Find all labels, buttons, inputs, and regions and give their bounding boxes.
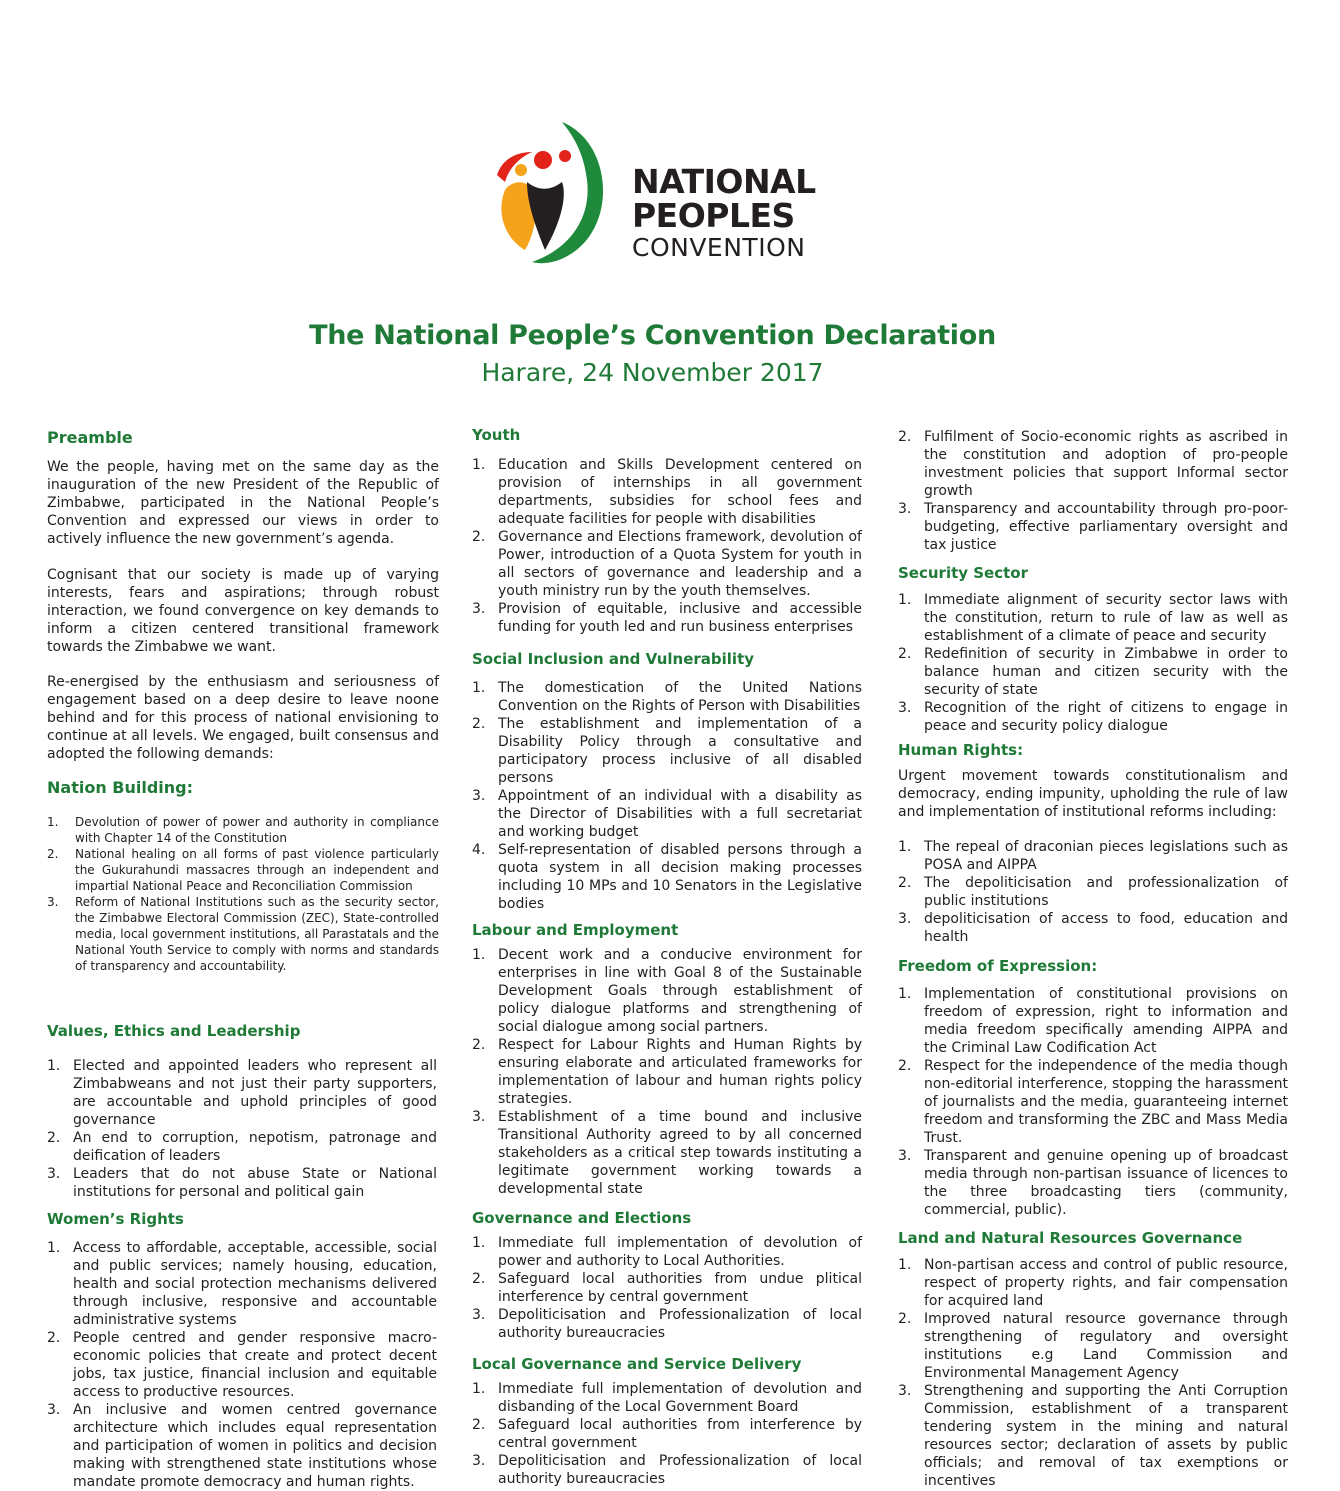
list-item <box>472 946 862 1036</box>
list-item-text: Strengthening and supporting the Anti Corruption Commission, establishment of a transparent tendering system in the mining and natural resources sector; declaration of assets by public officials; and removal of tax exemptions or incentives <box>924 1383 1288 1489</box>
list-item <box>898 985 1288 1057</box>
list-item-text: Self-representation of disabled persons through a quota system in all decision making processes including 10 MPs and 10 Senators in the Legislative bodies <box>498 842 862 912</box>
list-item-number: 3. <box>898 1383 912 1399</box>
list-item-text: Implementation of constitutional provisions on freedom of expression, right to information and media freedom specifically amending AIPPA and the Criminal Law Codification Act <box>924 986 1288 1056</box>
list-item <box>898 1147 1288 1219</box>
npc-emblem-icon <box>487 120 627 270</box>
list-item <box>47 1329 437 1401</box>
list-governance-elections <box>472 1234 862 1342</box>
list-item <box>472 1036 862 1108</box>
logo-line-2: PEOPLES <box>632 196 795 235</box>
list-item-text: Elected and appointed leaders who represent all Zimbabweans and not just their party supporters, are accountable and uphold principles of good governance <box>73 1058 437 1128</box>
list-item-number: 2. <box>898 875 912 891</box>
list-item-text: Establishment of a time bound and inclusive Transitional Authority agreed to by all concerned stakeholders as a critical step towards instituting a legitimate government working towards a developmental state <box>498 1109 862 1197</box>
list-item-number: 2. <box>472 716 486 732</box>
list-item-text: Reform of National Institutions such as the security sector, the Zimbabwe Electoral Commission (ZEC), State-controlled media, local government institutions, all Parastatals and the National Youth Service to comply with norms and standards of transparency and accountability. <box>75 895 439 973</box>
list-item-number: 3. <box>898 911 912 927</box>
list-labour <box>472 946 862 1198</box>
list-item <box>47 1239 437 1329</box>
list-item-number: 1. <box>47 1240 61 1256</box>
list-item-number: 4. <box>472 842 486 858</box>
list-item <box>472 715 862 787</box>
list-security-sector <box>898 591 1288 735</box>
list-item <box>472 1270 862 1306</box>
list-item-number: 2. <box>898 1058 912 1074</box>
list-item-number: 1. <box>472 1235 486 1251</box>
list-item <box>472 528 862 600</box>
list-item <box>898 1057 1288 1147</box>
heading-preamble: Preamble <box>47 428 133 447</box>
list-item-number: 3. <box>472 1307 486 1323</box>
list-item-number: 3. <box>472 788 486 804</box>
list-item-number: 2. <box>472 1417 486 1433</box>
heading-freedom-of-expression: Freedom of Expression: <box>898 957 1098 975</box>
list-item <box>898 838 1288 874</box>
list-item <box>47 1057 437 1129</box>
list-item-text: Improved natural resource governance through strengthening of regulatory and oversight institutions e.g Land Commission and Environmental Management Agency <box>924 1311 1288 1381</box>
list-item-number: 3. <box>472 1109 486 1125</box>
list-item-text: Fulfilment of Socio-economic rights as ascribed in the constitution and adoption of pro-people investment policies that support Informal sector growth <box>924 429 1288 499</box>
list-item <box>472 679 862 715</box>
list-item-text: Access to affordable, acceptable, accessible, social and public services; namely housing, education, health and social protection mechanisms delivered through inclusive, responsive and accountable administrative systems <box>73 1240 437 1328</box>
list-item-number: 2. <box>898 1311 912 1327</box>
list-item-number: 1. <box>472 680 486 696</box>
list-item-number: 2. <box>472 1271 486 1287</box>
list-item-text: Appointment of an individual with a disability as the Director of Disabilities with a full secretariat and working budget <box>498 788 862 840</box>
list-item-number: 3. <box>898 501 912 517</box>
list-item-text: The establishment and implementation of a Disability Policy through a consultative and participatory process inclusive of all disabled persons <box>498 716 862 786</box>
list-item-text: Leaders that do not abuse State or National institutions for personal and political gain <box>73 1166 437 1200</box>
list-item-text: Governance and Elections framework, devolution of Power, introduction of a Quota System for youth in all sectors of governance and leadership and a youth ministry run by the youth themselves. <box>498 529 862 599</box>
list-item-text: Devolution of power of power and authority in compliance with Chapter 14 of the Constitution <box>75 815 439 845</box>
list-item <box>472 787 862 841</box>
list-item <box>472 456 862 528</box>
list-item-text: Non-partisan access and control of public resource, respect of property rights, and fair compensation for acquired land <box>924 1257 1288 1309</box>
list-item <box>47 1129 437 1165</box>
list-item-number: 3. <box>47 1402 61 1418</box>
list-item-number: 3. <box>898 1148 912 1164</box>
human-rights-intro: Urgent movement towards constitutionalism and democracy, ending impunity, upholding the rule of law and implementation of institutional reforms including: <box>898 768 1288 820</box>
list-item-text: Recognition of the right of citizens to engage in peace and security policy dialogue <box>924 700 1288 734</box>
list-item <box>898 428 1288 500</box>
preamble-paragraph-2: Cognisant that our society is made up of varying interests, fears and aspirations; through robust interaction, we found convergence on key demands to inform a citizen centered transitional framework towards the Zimbabwe we want. <box>47 567 439 655</box>
list-item-text: Respect for Labour Rights and Human Rights by ensuring elaborate and articulated frameworks for implementation of labour and human rights policy strategies. <box>498 1037 862 1107</box>
list-item-text: An inclusive and women centred governance architecture which includes equal representation and participation of women in politics and decision making with strengthened state institutions whose mandate promote democracy and human rights. <box>73 1402 437 1490</box>
list-land-resources <box>898 1256 1288 1490</box>
list-item-text: People centred and gender responsive macro-economic policies that create and protect decent jobs, tax justice, financial inclusion and equitable access to productive resources. <box>73 1330 437 1400</box>
list-item-text: depoliticisation of access to food, education and health <box>924 911 1288 945</box>
list-item <box>472 1108 862 1198</box>
list-item-text: Respect for the independence of the media though non-editorial interference, stopping the harassment of journalists and the media, guaranteeing internet freedom and transforming the ZBC and Mass Media Trust. <box>924 1058 1288 1146</box>
list-item-text: Transparent and genuine opening up of broadcast media through non-partisan issuance of licences to the three broadcasting tiers (community, commercial, public). <box>924 1148 1288 1218</box>
list-item <box>898 1310 1288 1382</box>
heading-local-governance: Local Governance and Service Delivery <box>472 1355 802 1373</box>
list-item <box>472 600 862 636</box>
logo-line-3: CONVENTION <box>632 233 806 262</box>
list-item-number: 2. <box>472 1037 486 1053</box>
npc-logo <box>487 120 817 270</box>
list-item-number: 1. <box>47 815 59 829</box>
list-item <box>472 1306 862 1342</box>
list-item <box>47 814 439 846</box>
list-item-text: Safeguard local authorities from undue plitical interference by central government <box>498 1271 862 1305</box>
list-item-text: Education and Skills Development centered on provision of internships in all government departments, subsidies for school fees and adequate facilities for people with disabilities <box>498 457 862 527</box>
list-item-text: The depoliticisation and professionalization of public institutions <box>924 875 1288 909</box>
list-item <box>47 846 439 894</box>
list-item-number: 3. <box>898 700 912 716</box>
list-item <box>472 841 862 913</box>
list-item-text: National healing on all forms of past violence particularly the Gukurahundi massacres through an independent and impartial National Peace and Reconciliation Commission <box>75 847 439 893</box>
list-item-number: 1. <box>898 1257 912 1273</box>
list-item-number: 3. <box>47 1166 61 1182</box>
heading-security-sector: Security Sector <box>898 564 1028 582</box>
list-item-number: 2. <box>898 646 912 662</box>
list-item-text: Immediate full implementation of devolution and disbanding of the Local Government Board <box>498 1381 862 1415</box>
list-item <box>898 591 1288 645</box>
list-item-text: Immediate alignment of security sector laws with the constitution, return to rule of law as well as establishment of a climate of peace and security <box>924 592 1288 644</box>
list-values <box>47 1057 437 1201</box>
list-item-text: Provision of equitable, inclusive and accessible funding for youth led and run business enterprises <box>498 601 862 635</box>
heading-land-resources: Land and Natural Resources Governance <box>898 1229 1243 1247</box>
heading-womens-rights: Women’s Rights <box>47 1210 184 1228</box>
logo-line-1: NATIONAL <box>632 162 816 201</box>
list-item <box>472 1234 862 1270</box>
list-item-number: 1. <box>472 457 486 473</box>
heading-human-rights: Human Rights: <box>898 741 1024 759</box>
heading-youth: Youth <box>472 426 521 444</box>
list-item <box>472 1452 862 1488</box>
list-item-number: 2. <box>898 429 912 445</box>
list-item <box>472 1380 862 1416</box>
list-item <box>898 910 1288 946</box>
list-item-number: 1. <box>472 1381 486 1397</box>
heading-nation-building: Nation Building: <box>47 778 194 797</box>
list-item-number: 1. <box>898 986 912 1002</box>
list-item-number: 3. <box>472 1453 486 1469</box>
list-item-number: 3. <box>47 895 59 909</box>
list-human-rights <box>898 838 1288 946</box>
logo-wordmark <box>632 162 816 263</box>
list-item <box>898 1256 1288 1310</box>
list-item <box>898 500 1288 554</box>
list-social-inclusion <box>472 679 862 913</box>
list-item-text: Safeguard local authorities from interference by central government <box>498 1417 862 1451</box>
list-item-text: An end to corruption, nepotism, patronage and deification of leaders <box>73 1130 437 1164</box>
page-title: The National People’s Convention Declaration <box>309 320 996 351</box>
list-item-number: 3. <box>472 601 486 617</box>
list-item <box>472 1416 862 1452</box>
heading-social-inclusion: Social Inclusion and Vulnerability <box>472 650 755 668</box>
list-item-number: 2. <box>47 847 59 861</box>
list-item-text: Decent work and a conducive environment for enterprises in line with Goal 8 of the Sustainable Development Goals through establishment of policy dialogue platforms and strengthening of social dialogue among social partners. <box>498 947 862 1035</box>
list-item-number: 1. <box>472 947 486 963</box>
list-womens-rights <box>47 1239 437 1491</box>
list-item-number: 1. <box>898 592 912 608</box>
list-item <box>898 645 1288 699</box>
list-item-number: 2. <box>47 1330 61 1346</box>
list-item <box>47 1165 437 1201</box>
list-item-text: The domestication of the United Nations Convention on the Rights of Person with Disabilities <box>498 680 862 714</box>
list-item-number: 2. <box>47 1130 61 1146</box>
list-item-text: Depoliticisation and Professionalization of local authority bureaucracies <box>498 1453 862 1487</box>
list-item-number: 2. <box>472 529 486 545</box>
list-item-text: Depoliticisation and Professionalization of local authority bureaucracies <box>498 1307 862 1341</box>
list-continued <box>898 428 1288 554</box>
list-item-text: Redefinition of security in Zimbabwe in order to balance human and citizen security with the security of state <box>924 646 1288 698</box>
list-item <box>898 874 1288 910</box>
page-subtitle: Harare, 24 November 2017 <box>481 358 824 387</box>
list-item-number: 1. <box>898 839 912 855</box>
heading-governance-elections: Governance and Elections <box>472 1209 692 1227</box>
list-youth <box>472 456 862 636</box>
list-freedom-of-expression <box>898 985 1288 1219</box>
list-item <box>898 1382 1288 1490</box>
list-local-governance <box>472 1380 862 1488</box>
list-item-number: 1. <box>47 1058 61 1074</box>
list-item-text: Immediate full implementation of devolution of power and authority to Local Authorities. <box>498 1235 862 1269</box>
list-item <box>898 699 1288 735</box>
list-item-text: The repeal of draconian pieces legislations such as POSA and AIPPA <box>924 839 1288 873</box>
heading-values: Values, Ethics and Leadership <box>47 1022 301 1040</box>
list-nation-building <box>47 814 439 974</box>
list-item <box>47 1401 437 1491</box>
list-item <box>47 894 439 974</box>
list-item-text: Transparency and accountability through pro-poor-budgeting, effective parliamentary oversight and tax justice <box>924 501 1288 553</box>
preamble-paragraph-1: We the people, having met on the same day as the inauguration of the new President of the Republic of Zimbabwe, participated in the National People’s Convention and expressed our views in order to actively influence the new government’s agenda. <box>47 459 439 547</box>
preamble-paragraph-3: Re-energised by the enthusiasm and seriousness of engagement based on a deep desire to leave noone behind and for this process of national envisioning to continue at all levels. We engaged, built consensus and adopted the following demands: <box>47 674 439 762</box>
heading-labour: Labour and Employment <box>472 921 679 939</box>
